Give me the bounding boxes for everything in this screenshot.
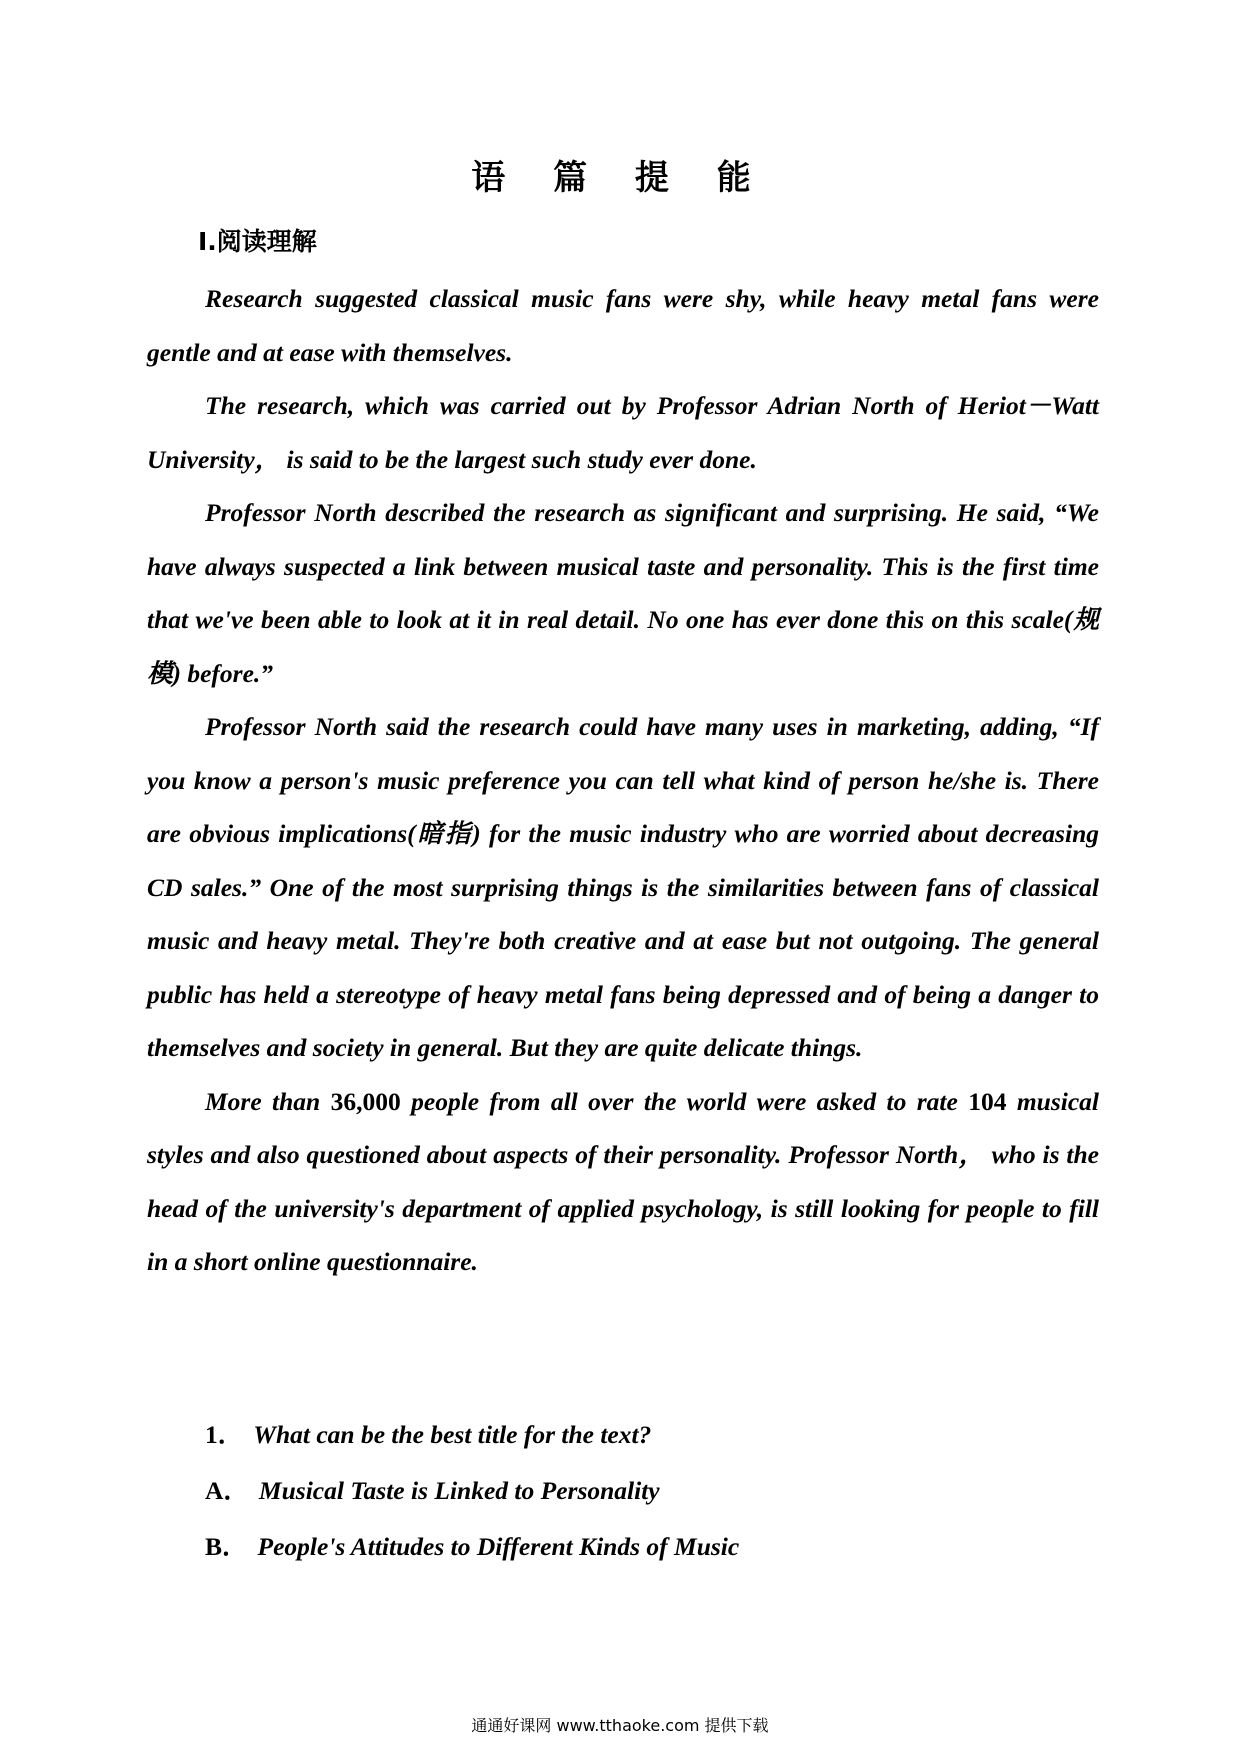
p5-number-people: 36,000 bbox=[330, 1086, 401, 1116]
option-b-label: B． bbox=[205, 1532, 248, 1561]
passage-paragraph-1: Research suggested classical music fans were shy, while heavy metal fans were gentle and at ease with themselves. bbox=[147, 284, 1099, 367]
question-1 bbox=[147, 1407, 1099, 1463]
option-a-label: A． bbox=[205, 1476, 249, 1505]
option-a bbox=[147, 1463, 1099, 1519]
option-b-text: People's Attitudes to Different Kinds of Music bbox=[257, 1532, 740, 1561]
option-a-text: Musical Taste is Linked to Personality bbox=[258, 1476, 660, 1505]
question-text: What can be the best title for the text? bbox=[253, 1420, 652, 1449]
p5-text-b: people from all over the world were asked to rate bbox=[400, 1086, 969, 1116]
option-b bbox=[147, 1519, 1099, 1575]
p5-text-c: musical styles and also questioned about aspects of their personality. Professor North， who is the head of the university's department of applied psychology, is still looking for people to fill in a short online questionnaire. bbox=[147, 1086, 1099, 1276]
passage-paragraph-4: Professor North said the research could have many uses in marketing, adding, “If you know a person's music preference you can tell what kind of person he/she is. There are obvious implications(暗指) for the music industry who are worried about decreasing CD sales.” One of the most surprising things is the similarities between fans of classical music and heavy metal. They're both creative and at ease but not outgoing. The general public has held a stereotype of heavy metal fans being depressed and of being a danger to themselves and society in general. But they are quite delicate things. bbox=[147, 712, 1099, 1062]
page-footer: 通通好课网 www.tthaoke.com 提供下载 bbox=[471, 1716, 769, 1735]
p5-text-a: More than bbox=[205, 1086, 331, 1116]
passage-paragraph-2: The research, which was carried out by Professor Adrian North of Heriot－Watt University， is said to be the largest such study ever done. bbox=[147, 391, 1099, 474]
reading-passage bbox=[147, 272, 1099, 1289]
page-title: 语 篇 提 能 bbox=[471, 158, 769, 198]
passage-paragraph-3: Professor North described the research as significant and surprising. He said, “We have always suspected a link between musical taste and personality. This is the first time that we've been able to look at it in real detail. No one has ever done this on this scale(规模) before.” bbox=[147, 498, 1099, 688]
passage-paragraph-5 bbox=[147, 1075, 1099, 1289]
section-heading: Ⅰ.阅读理解 bbox=[198, 227, 317, 256]
p5-number-styles: 104 bbox=[968, 1086, 1007, 1116]
question-block bbox=[147, 1407, 1099, 1575]
question-number: 1． bbox=[205, 1420, 244, 1449]
